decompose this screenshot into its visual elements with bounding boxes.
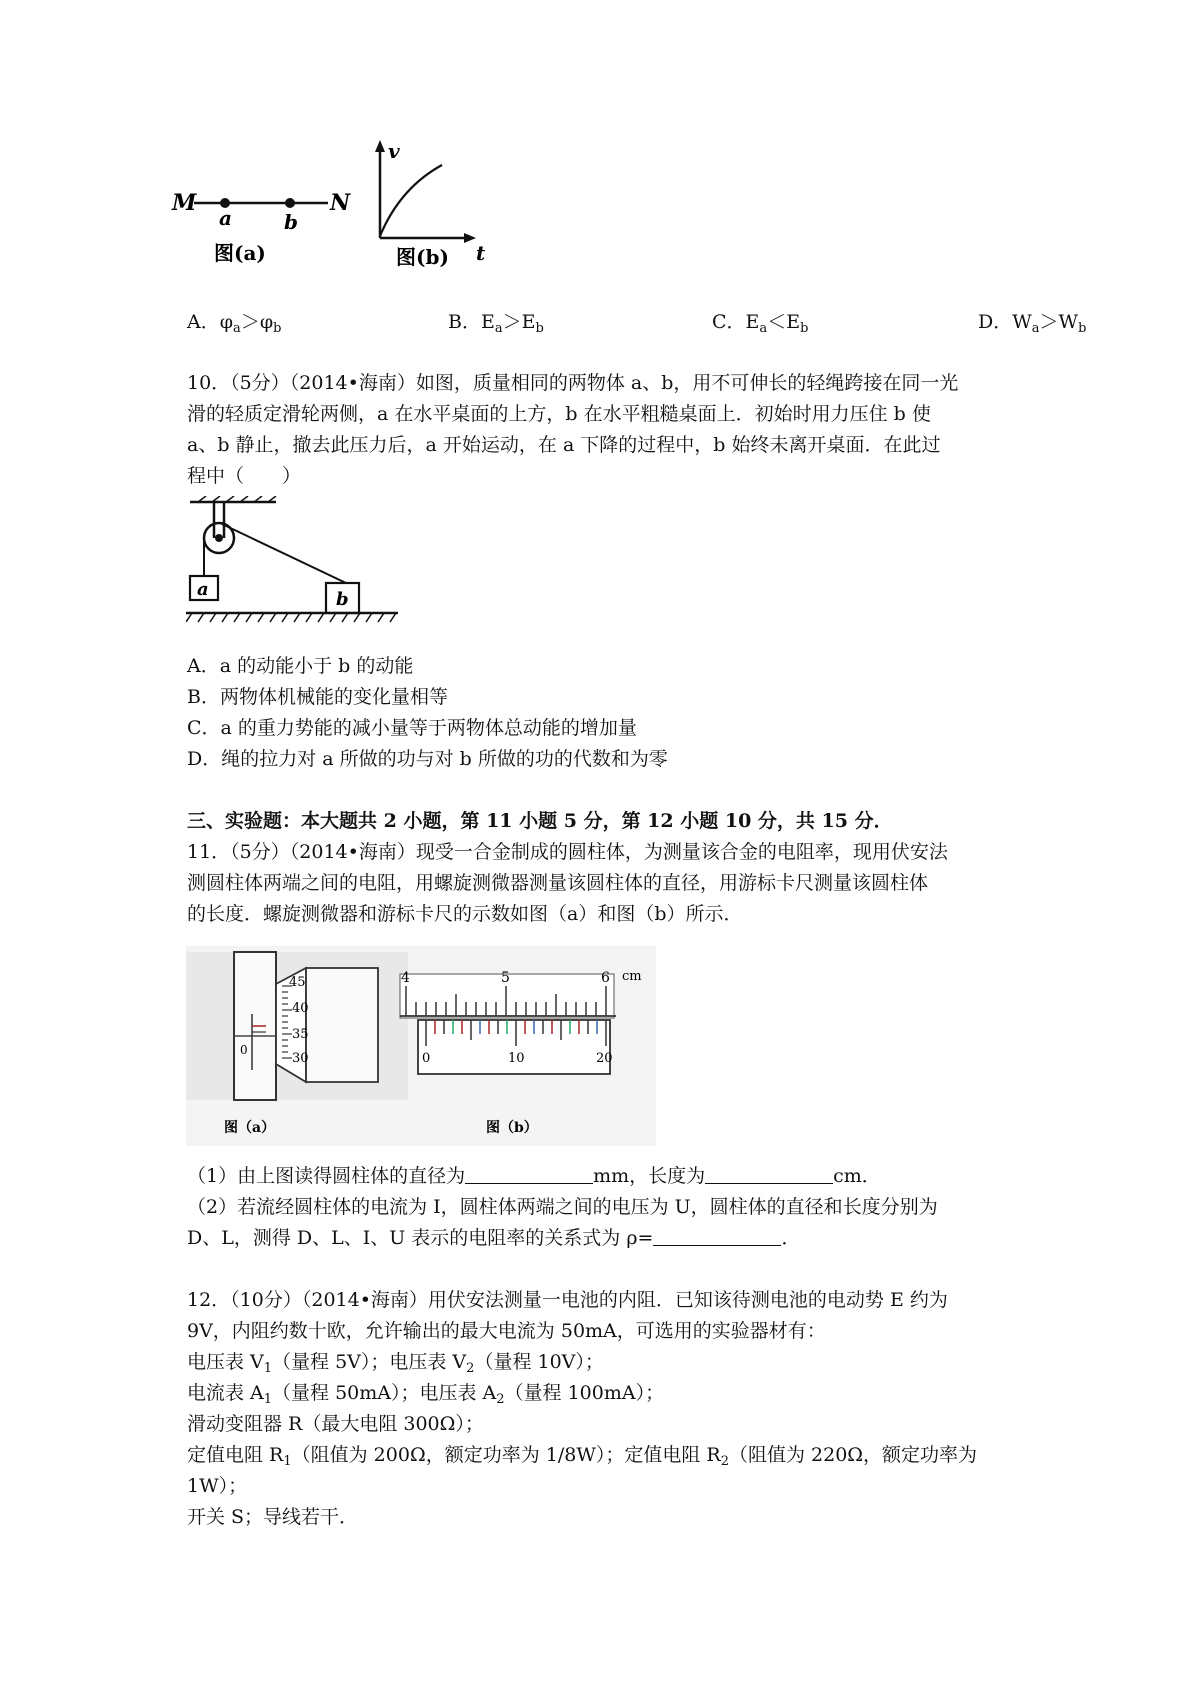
q9-figure-a — [171, 190, 351, 265]
q11-part-2-line-1: （2）若流经圆柱体的电流为 I，圆柱体两端之间的电压为 U，圆柱体的直径和长度分别为 — [187, 1196, 938, 1218]
micrometer-tick-30: 30 — [292, 1051, 309, 1066]
caption-a: 图(a) — [214, 241, 266, 265]
resistivity-answer-blank[interactable] — [653, 1229, 781, 1246]
vernier-scale-10: 10 — [508, 1051, 525, 1066]
q9-option-d: D．$W_a>W_b$ — [978, 311, 1087, 336]
q10-stem-line-3: a、b 静止，撤去此压力后，a 开始运动，在 a 下降的过程中，b 始终未离开桌面．在此过 — [187, 434, 941, 456]
q10-option-b: B．两物体机械能的变化量相等 — [187, 686, 448, 708]
label-a: a — [219, 206, 232, 230]
point-b — [285, 198, 295, 208]
q11-stem-line-1: 11．（5分）（2014•海南）现受一合金制成的圆柱体，为测量该合金的电阻率，现用伏安法 — [187, 841, 948, 863]
q9-figure — [170, 138, 500, 278]
micrometer-tick-45: 45 — [289, 975, 306, 990]
q11-part-1: （1）由上图读得圆柱体的直径为 mm，长度为 cm． — [187, 1165, 881, 1187]
v-t-curve — [380, 165, 442, 236]
q9-figure-b — [375, 139, 486, 269]
vernier-scale-0: 0 — [422, 1051, 431, 1066]
main-scale-5: 5 — [501, 970, 510, 986]
vernier-caption: 图（b） — [486, 1120, 538, 1136]
label-M: M — [172, 190, 197, 216]
micrometer-zero: 0 — [240, 1043, 248, 1057]
q10-pulley-figure — [186, 496, 406, 648]
q10-option-a: A．a 的动能小于 b 的动能 — [187, 655, 414, 677]
label-N: N — [330, 190, 351, 216]
q12-equipment-ammeters: 电流表 $A_1$（量程 50mA）；电压表 $A_2$（量程 100mA）； — [187, 1382, 665, 1407]
q12-equipment-resistors-cont: 1W）； — [187, 1475, 248, 1497]
q10-option-d: D．绳的拉力对 a 所做的功与对 b 所做的功的代数和为零 — [187, 748, 668, 770]
q10-option-c: C．a 的重力势能的减小量等于两物体总动能的增加量 — [187, 717, 637, 739]
q10-stem-line-4: 程中（ ） — [187, 465, 302, 487]
q10-stem-line-2: 滑的轻质定滑轮两侧，a 在水平桌面的上方，b 在水平粗糙桌面上．初始时用力压住 b 使 — [187, 403, 931, 425]
micrometer-tick-35: 35 — [292, 1027, 309, 1042]
block-a-label: a — [197, 579, 209, 600]
q11-part-2-line-2: D、L，测得 D、L、I、U 表示的电阻率的关系式为 ρ= ． — [187, 1227, 801, 1249]
length-answer-blank[interactable] — [705, 1167, 833, 1184]
main-scale-6: 6 — [601, 970, 610, 986]
axis-t-label: t — [476, 241, 486, 265]
q9-option-c: C．$E_a<E_b$ — [712, 311, 809, 336]
q11-stem-line-2: 测圆柱体两端之间的电阻，用螺旋测微器测量该圆柱体的直径，用游标卡尺测量该圆柱体 — [187, 872, 929, 894]
caption-b: 图(b) — [396, 245, 449, 269]
block-b-label: b — [336, 589, 349, 610]
q12-stem-line-1: 12．（10分）（2014•海南）用伏安法测量一电池的内阻．已知该待测电池的电动势 E 约为 — [187, 1289, 948, 1311]
micrometer-tick-40: 40 — [292, 1001, 309, 1016]
main-scale-4: 4 — [401, 970, 410, 986]
section-3-heading: 三、实验题：本大题共 2 小题，第 11 小题 5 分，第 12 小题 10 分，共 15 分． — [187, 810, 893, 832]
q9-option-b: B．$E_a>E_b$ — [448, 311, 544, 336]
q10-stem-line-1: 10．（5分）（2014•海南）如图，质量相同的两物体 a、b，用不可伸长的轻绳跨接在同一光 — [187, 372, 959, 394]
diameter-answer-blank[interactable] — [465, 1167, 593, 1184]
q12-equipment-voltmeters: 电压表 $V_1$（量程 5V）；电压表 $V_2$（量程 10V）； — [187, 1351, 604, 1376]
scale-unit: cm — [622, 969, 642, 984]
q11-instrument-figure — [186, 946, 656, 1146]
label-b: b — [284, 210, 298, 234]
q12-stem-line-2: 9V，内阻约数十欧，允许输出的最大电流为 50mA，可选用的实验器材有： — [187, 1320, 826, 1342]
q11-stem-line-3: 的长度．螺旋测微器和游标卡尺的示数如图（a）和图（b）所示． — [187, 903, 743, 925]
q12-equipment-rheostat: 滑动变阻器 R（最大电阻 300Ω）； — [187, 1413, 484, 1435]
q12-equipment-resistors: 定值电阻 $R_1$（阻值为 200Ω，额定功率为 1/8W）；定值电阻 $R_2$（阻值为 220Ω，额定功率为 — [187, 1444, 978, 1469]
axis-v-label: v — [388, 139, 400, 163]
vernier-scale-20: 20 — [596, 1051, 613, 1066]
q12-equipment-switch: 开关 S；导线若干． — [187, 1506, 359, 1528]
micrometer-caption: 图（a） — [224, 1120, 276, 1136]
q9-option-a: A．$\varphi_a>\varphi_b$ — [187, 311, 282, 336]
